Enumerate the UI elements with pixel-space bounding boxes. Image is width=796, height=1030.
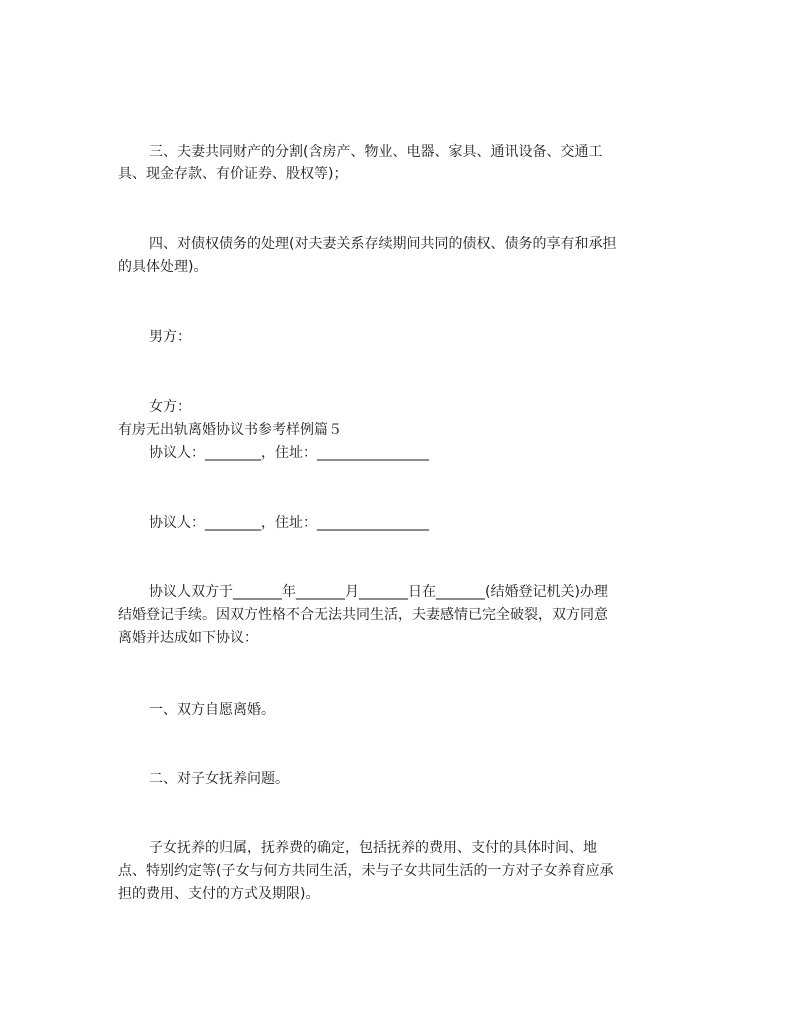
intro-line-2: 结婚登记手续。因双方性格不合无法共同生活，夫妻感情已完全破裂，双方同意 xyxy=(118,607,608,623)
clause-1-line: 一、双方自愿离婚。 xyxy=(149,702,275,718)
clause-3-line-1: 三、夫妻共同财产的分割(含房产、物业、电器、家具、通讯设备、交通工 xyxy=(149,144,603,160)
custody-line-1: 子女抚养的归属，抚养费的确定，包括抚养的费用、支付的具体时间、地 xyxy=(149,840,597,856)
male-party-label: 男方： xyxy=(149,329,191,345)
party-1-line: 协议人：________，住址：________________ xyxy=(149,445,429,461)
intro-line-1: 协议人双方于_______年_______月_______日在_______(结婚登记机关)办理 xyxy=(149,584,608,600)
intro-line-3: 离婚并达成如下协议： xyxy=(118,630,258,646)
clause-2-line: 二、对子女抚养问题。 xyxy=(149,771,289,787)
party-2-line: 协议人：________，住址：________________ xyxy=(149,515,429,531)
custody-line-3: 担的费用、支付的方式及期限)。 xyxy=(118,886,320,902)
female-party-label: 女方： xyxy=(149,399,191,415)
custody-line-2: 点、特别约定等(子女与何方共同生活，未与子女共同生活的一方对子女养育应承 xyxy=(118,863,614,879)
clause-4-line-2: 的具体处理)。 xyxy=(118,259,208,275)
section-heading: 有房无出轨离婚协议书参考样例篇５ xyxy=(118,422,342,438)
clause-3-line-2: 具、现金存款、有价证券、股权等)； xyxy=(118,166,348,182)
clause-4-line-1: 四、对债权债务的处理(对夫妻关系存续期间共同的债权、债务的享有和承担 xyxy=(149,236,617,252)
